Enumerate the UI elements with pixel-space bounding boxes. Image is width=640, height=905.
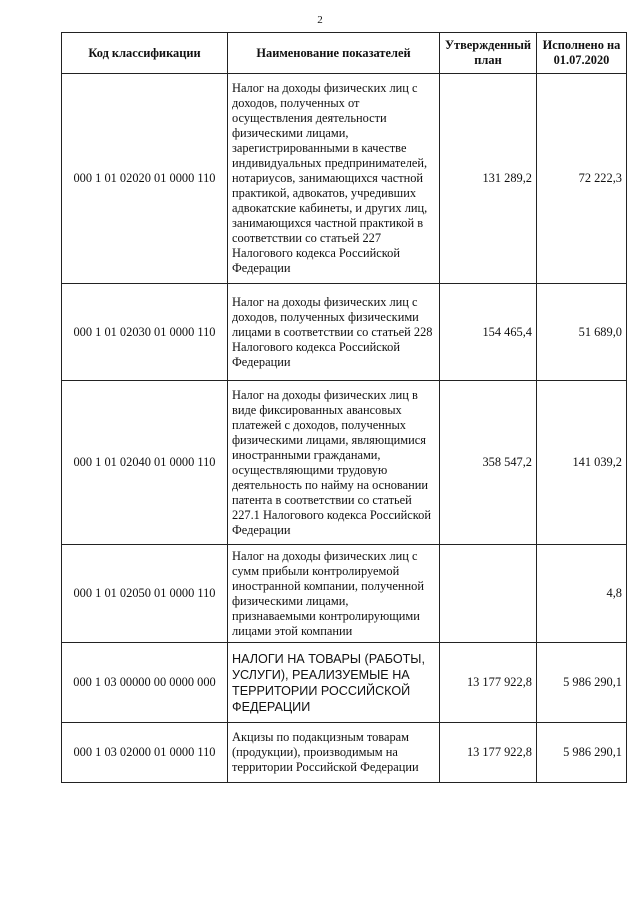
revenue-table — [61, 32, 627, 783]
row-plan: 358 547,2 — [440, 381, 537, 545]
row-code: 000 1 03 00000 00 0000 000 — [62, 643, 228, 723]
header-name: Наименование показателей — [228, 33, 440, 74]
table-row — [62, 723, 627, 783]
row-code: 000 1 01 02030 01 0000 110 — [62, 284, 228, 381]
row-name: Налог на доходы физических лиц с сумм прибыли контролируемой иностранной компании, полученной физическими лицами, признаваемыми контролирующими лицами этой компании — [228, 545, 440, 643]
row-executed: 51 689,0 — [537, 284, 627, 381]
row-plan — [440, 545, 537, 643]
row-executed: 4,8 — [537, 545, 627, 643]
row-plan: 13 177 922,8 — [440, 643, 537, 723]
table-row — [62, 381, 627, 545]
table-row — [62, 545, 627, 643]
row-name: Налог на доходы физических лиц в виде фиксированных авансовых платежей с доходов, полученных физическими лицами, являющимися иностранными гражданами, осуществляющими трудовую деятельность по найму на основании патента в соответствии со статьей 227.1 Налогового кодекса Российской Федерации — [228, 381, 440, 545]
table-header-row — [62, 33, 627, 74]
row-plan: 131 289,2 — [440, 74, 537, 284]
row-name: Налог на доходы физических лиц с доходов, полученных физическими лицами в соответствии со статьей 228 Налогового кодекса Российской Федерации — [228, 284, 440, 381]
row-executed: 72 222,3 — [537, 74, 627, 284]
row-executed: 5 986 290,1 — [537, 643, 627, 723]
row-name: НАЛОГИ НА ТОВАРЫ (РАБОТЫ, УСЛУГИ), РЕАЛИЗУЕМЫЕ НА ТЕРРИТОРИИ РОССИЙСКОЙ ФЕДЕРАЦИИ — [228, 643, 440, 723]
header-executed: Исполнено на 01.07.2020 — [537, 33, 627, 74]
header-plan: Утвержденный план — [440, 33, 537, 74]
row-code: 000 1 01 02050 01 0000 110 — [62, 545, 228, 643]
page-number: 2 — [317, 14, 323, 26]
row-name: Акцизы по подакцизным товарам (продукции), производимым на территории Российской Федерации — [228, 723, 440, 783]
row-code: 000 1 03 02000 01 0000 110 — [62, 723, 228, 783]
row-code: 000 1 01 02020 01 0000 110 — [62, 74, 228, 284]
row-plan: 13 177 922,8 — [440, 723, 537, 783]
row-code: 000 1 01 02040 01 0000 110 — [62, 381, 228, 545]
row-executed: 5 986 290,1 — [537, 723, 627, 783]
row-plan: 154 465,4 — [440, 284, 537, 381]
table-row — [62, 284, 627, 381]
table-row — [62, 643, 627, 723]
header-code: Код классификации — [62, 33, 228, 74]
row-executed: 141 039,2 — [537, 381, 627, 545]
table-row — [62, 74, 627, 284]
row-name: Налог на доходы физических лиц с доходов, полученных от осуществления деятельности физическими лицами, зарегистрированными в качестве индивидуальных предпринимателей, нотариусов, занимающихся частной практикой, адвокатов, учредивших адвокатские кабинеты, и других лиц, занимающихся частной практикой в соответствии со статьей 227 Налогового кодекса Российской Федерации — [228, 74, 440, 284]
